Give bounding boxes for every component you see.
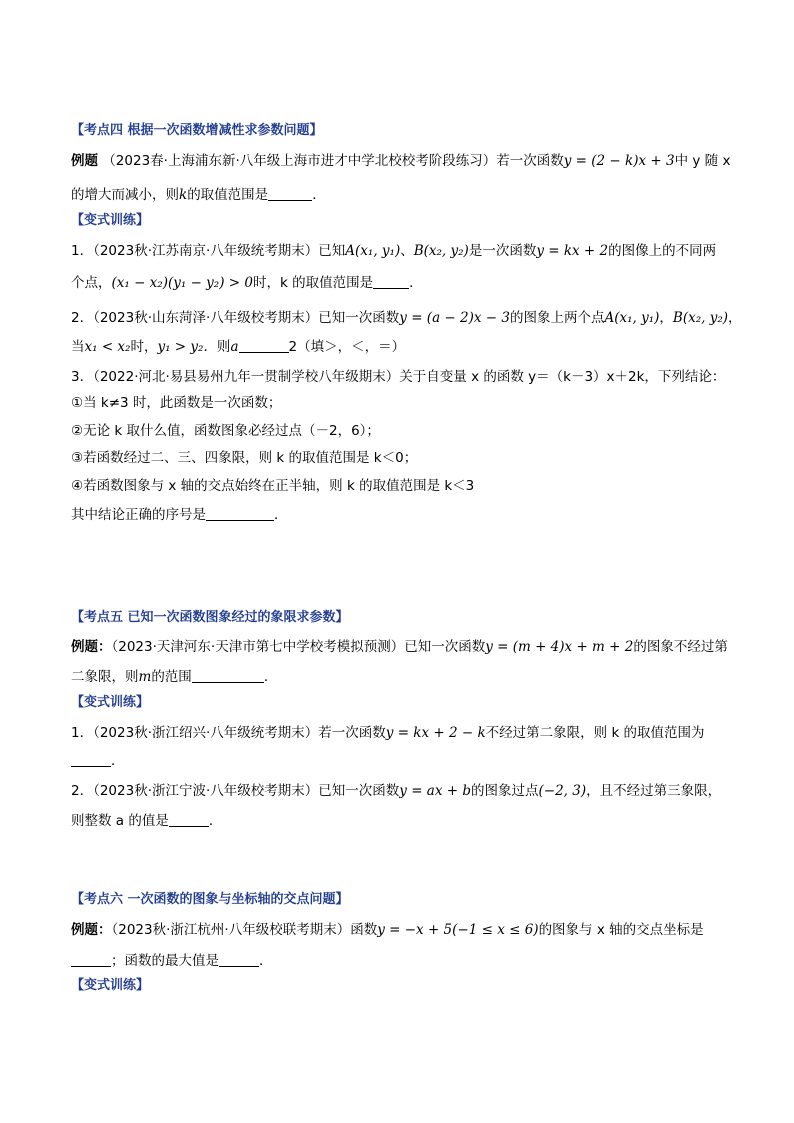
section4-q1-line1 (71, 241, 731, 261)
question-text: 个点， (71, 275, 112, 291)
answer-blank[interactable] (71, 752, 111, 767)
example-tail: 的图象与 x 轴的交点坐标是 (538, 922, 704, 938)
section5-q2-line2 (71, 811, 731, 831)
question-text: 是一次函数 (468, 243, 537, 259)
example-function: y = −x + 5(−1 ≤ x ≤ 6) (377, 922, 539, 938)
point-a: A(x₁, y₁) (604, 310, 660, 326)
function-expression: y = kx + 2 (536, 243, 609, 259)
question-text: 的图像上的不同两 (608, 243, 717, 259)
point-a: A(x₁, y₁) (345, 243, 401, 259)
section4-q3-item4: ④若函数图象与 x 轴的交点始终在正半轴，则 k 的取值范围是 k＜3 (71, 478, 475, 494)
example-text: 的范围 (151, 669, 192, 685)
example-function: y = (2 − k)x + 3 (563, 153, 675, 169)
question-text: 2．（2023秋·山东菏泽·八年级校考期末）已知一次函数 (71, 310, 400, 326)
question-text: 当 (71, 339, 85, 355)
section5-q1-line1 (71, 723, 731, 743)
answer-blank[interactable] (239, 338, 289, 353)
function-expression: y = ax + b (399, 783, 471, 799)
section4-q3-line1: 3．（2022·河北·易县易州九年一贯制学校八年级期末）关于自变量 x 的函数 y＝（k－3）x＋2k，下列结论： (71, 369, 726, 385)
section4-example-line1 (71, 151, 731, 171)
question-text: 2（填＞，＜，＝） (288, 339, 406, 355)
example-variable: k (179, 187, 188, 203)
section4-q3-item1: ①当 k≠3 时，此函数是一次函数； (71, 395, 282, 411)
example-text: 的增大而减小，则 (71, 187, 179, 203)
answer-blank[interactable] (192, 668, 264, 683)
point-b: B(x₂, y₂) (413, 243, 469, 259)
period: ． (312, 187, 326, 203)
question-text: 时，k 的取值范围是 (252, 275, 374, 291)
answer-blank[interactable] (373, 274, 409, 289)
section4-q2-line2 (71, 337, 731, 357)
point-expression: (−2, 3) (538, 783, 587, 799)
answer-blank[interactable] (219, 952, 259, 967)
example-tail: 的图象不经过第 (633, 639, 728, 655)
section4-example-line2 (71, 185, 731, 205)
example-text: 二象限，则 (71, 669, 139, 685)
section6-heading: 【考点六 一次函数的图象与坐标轴的交点问题】 (71, 892, 349, 907)
section4-q3-last (71, 505, 731, 525)
section4-q3-item2: ②无论 k 取什么值，函数图象必经过点（－2，6）； (71, 423, 380, 439)
period: ． (111, 753, 125, 769)
period: ． (208, 813, 223, 829)
section4-training: 【变式训练】 (71, 213, 150, 228)
function-expression: y = kx + 2 − k (385, 725, 486, 741)
answer-blank[interactable] (169, 812, 209, 827)
separator: ， (659, 310, 673, 326)
example-text: 的取值范围是 (187, 187, 269, 203)
section5-training: 【变式训练】 (71, 695, 150, 710)
section5-example-line2 (71, 667, 731, 687)
question-text: 1．（2023秋·江苏南京·八年级统考期末）已知 (71, 243, 346, 259)
section5-q2-line1 (71, 781, 731, 801)
question-text: 时， (130, 339, 158, 355)
section5-q1-line2 (71, 751, 731, 771)
section4-q1-line2 (71, 273, 731, 293)
question-text: 1．（2023秋·浙江绍兴·八年级统考期末）若一次函数 (71, 725, 386, 741)
question-text: 则整数 a 的值是 (71, 813, 169, 829)
separator: ， (728, 310, 742, 326)
period: ． (409, 275, 423, 291)
example-text: ；函数的最大值是 (111, 953, 219, 969)
section4-heading: 【考点四 根据一次函数增减性求参数问题】 (71, 123, 323, 138)
section6-example-line2 (71, 951, 731, 971)
separator: 、 (400, 243, 414, 259)
example-source: （2023春·上海浦东新·八年级上海市进才中学北校校考阶段练习）若一次函数 (102, 153, 564, 169)
question-text: 的图象过点 (471, 783, 539, 799)
question-text: ，且不经过第三象限， (586, 783, 722, 799)
section4-q2-line1 (71, 308, 742, 328)
question-text: 的图象上两个点 (509, 310, 605, 326)
question-text: 其中结论正确的序号是 (71, 507, 206, 523)
example-variable: m (138, 669, 152, 685)
answer-blank[interactable] (268, 186, 312, 201)
question-text: 2．（2023秋·浙江宁波·八年级校考期末）已知一次函数 (71, 783, 400, 799)
question-text: ．则 (203, 339, 231, 355)
example-source: （2023秋·浙江杭州·八年级校联考期末）函数 (111, 922, 378, 938)
example-source: （2023·天津河东·天津市第七中学校考模拟预测）已知一次函数 (111, 639, 486, 655)
condition-expression: x₁ < x₂ (84, 339, 131, 355)
condition-expression: (x₁ − x₂)(y₁ − y₂) > 0 (111, 275, 253, 291)
period: ． (274, 507, 288, 523)
question-text: 不经过第二象限，则 k 的取值范围为 (485, 725, 705, 741)
section4-q3-item3: ③若函数经过二、三、四象限，则 k 的取值范围是 k＜0； (71, 450, 418, 466)
section6-training: 【变式训练】 (71, 978, 150, 993)
section6-example-line1 (71, 920, 731, 940)
section5-heading: 【考点五 已知一次函数图象经过的象限求参数】 (71, 610, 349, 625)
condition-expression: y₁ > y₂ (157, 339, 204, 355)
variable-a: a (230, 339, 239, 355)
answer-blank[interactable] (71, 952, 111, 967)
point-b: B(x₂, y₂) (672, 310, 729, 326)
answer-blank[interactable] (206, 506, 274, 521)
example-function: y = (m + 4)x + m + 2 (485, 639, 634, 655)
period: ． (259, 953, 273, 969)
example-label: 例题： (71, 639, 112, 655)
section5-example-line1 (71, 637, 731, 657)
example-tail: 中 y 随 x (674, 153, 731, 169)
example-label: 例题： (71, 922, 112, 938)
period: ． (263, 669, 278, 685)
function-expression: y = (a − 2)x − 3 (399, 310, 510, 326)
example-label: 例题 (71, 153, 98, 169)
